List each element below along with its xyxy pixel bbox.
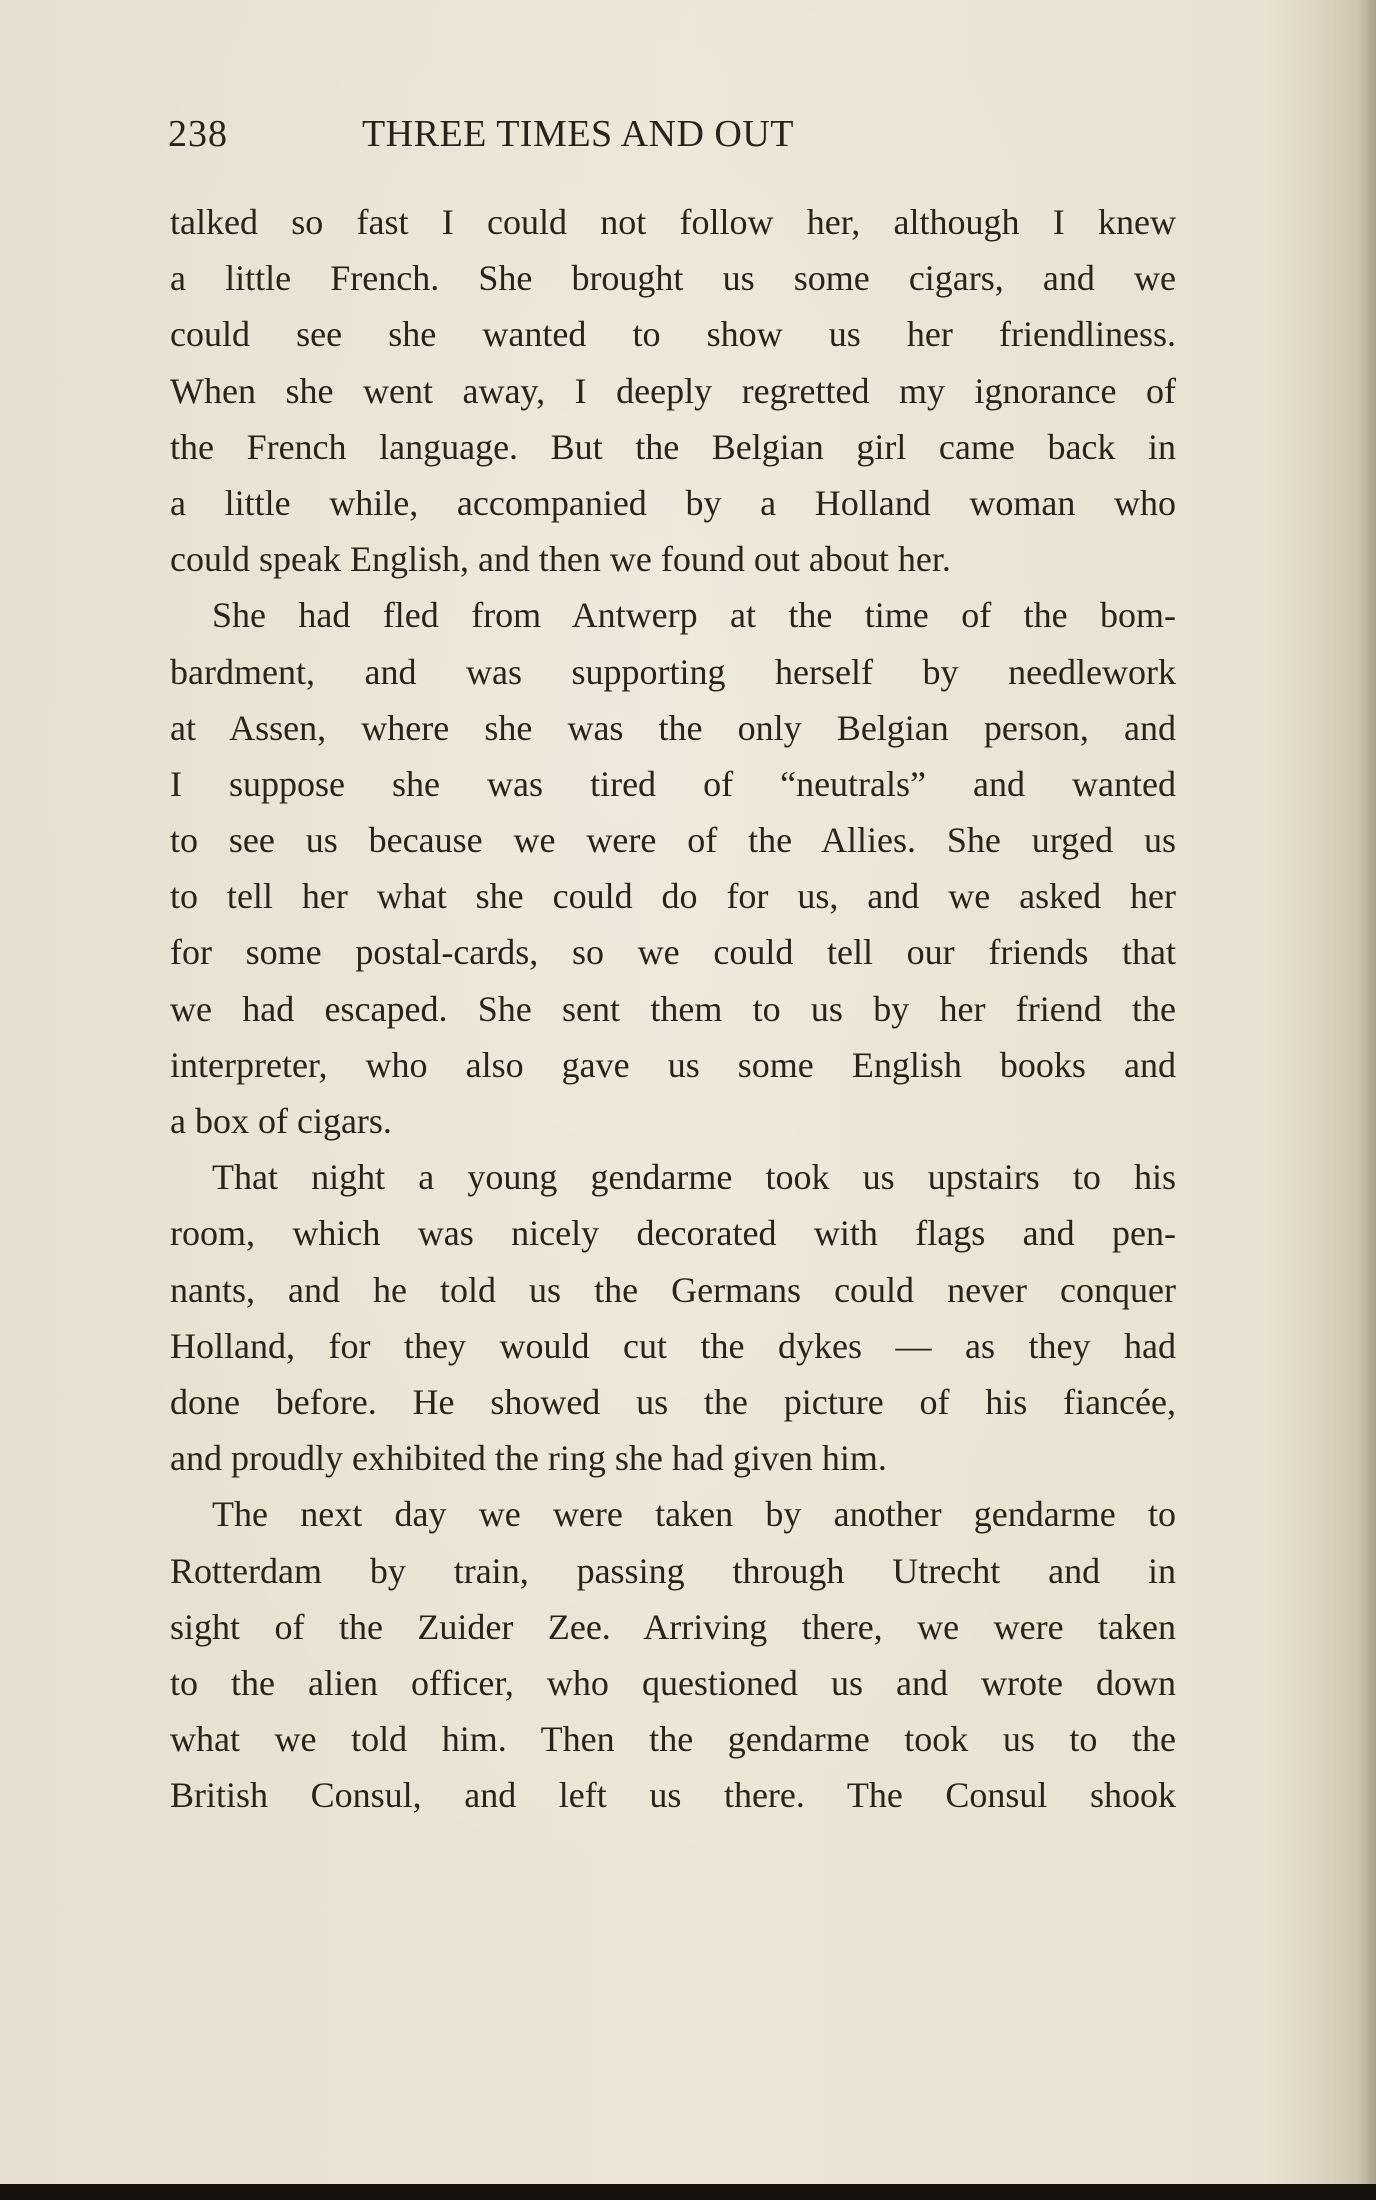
text-line: I suppose she was tired of “neutrals” and wanted [170, 763, 1176, 804]
text-line: and proudly exhibited the ring she had given him. [170, 1438, 887, 1479]
text-line: She had fled from Antwerp at the time of the bom- [212, 595, 1176, 636]
text-line: at Assen, where she was the only Belgian person, and [170, 707, 1176, 748]
text-line: sight of the Zuider Zee. Arriving there, we were taken [170, 1606, 1176, 1647]
text-line: bardment, and was supporting herself by needlework [170, 651, 1176, 692]
text-line: a box of cigars. [170, 1101, 392, 1141]
running-head [168, 112, 1178, 164]
text-line: done before. He showed us the picture of his fiancée, [170, 1381, 1176, 1422]
body-text [170, 194, 1176, 1823]
text-line: room, which was nicely decorated with flags and pen- [170, 1213, 1176, 1254]
running-title: THREE TIMES AND OUT [361, 113, 795, 155]
paragraph [170, 1149, 1176, 1486]
text-line: we had escaped. She sent them to us by her friend the [170, 988, 1176, 1029]
text-line: When she went away, I deeply regretted my ignorance of [170, 370, 1176, 411]
page-gutter-shadow [1358, 0, 1376, 2200]
text-line: a little French. She brought us some cigars, and we [170, 258, 1176, 299]
text-line: could speak English, and then we found out about her. [170, 539, 951, 580]
text-line: to see us because we were of the Allies. She urged us [170, 820, 1176, 861]
scan-bottom-edge [0, 2184, 1376, 2200]
text-line: a little while, accompanied by a Holland woman who [170, 482, 1176, 523]
text-line: British Consul, and left us there. The Consul shook [170, 1775, 1176, 1816]
text-line: for some postal-cards, so we could tell our friends that [170, 932, 1176, 973]
text-line: could see she wanted to show us her friendliness. [170, 314, 1176, 355]
text-line: The next day we were taken by another gendarme to [212, 1494, 1176, 1535]
paragraph [170, 587, 1176, 1149]
text-line: That night a young gendarme took us upstairs to his [212, 1157, 1176, 1198]
text-line: interpreter, who also gave us some English books and [170, 1044, 1176, 1085]
page-number: 238 [168, 113, 228, 155]
text-line: nants, and he told us the Germans could never conquer [170, 1269, 1176, 1310]
text-line: Holland, for they would cut the dykes — as they had [170, 1325, 1176, 1366]
text-line: the French language. But the Belgian girl came back in [170, 426, 1176, 467]
text-line: talked so fast I could not follow her, although I knew [170, 202, 1176, 242]
text-line: what we told him. Then the gendarme took us to the [170, 1719, 1176, 1760]
text-line: Rotterdam by train, passing through Utrecht and in [170, 1550, 1176, 1591]
text-line: to tell her what she could do for us, and we asked her [170, 876, 1176, 917]
text-line: to the alien officer, who questioned us and wrote down [170, 1662, 1176, 1703]
paragraph [170, 1486, 1176, 1823]
paragraph [170, 194, 1176, 587]
